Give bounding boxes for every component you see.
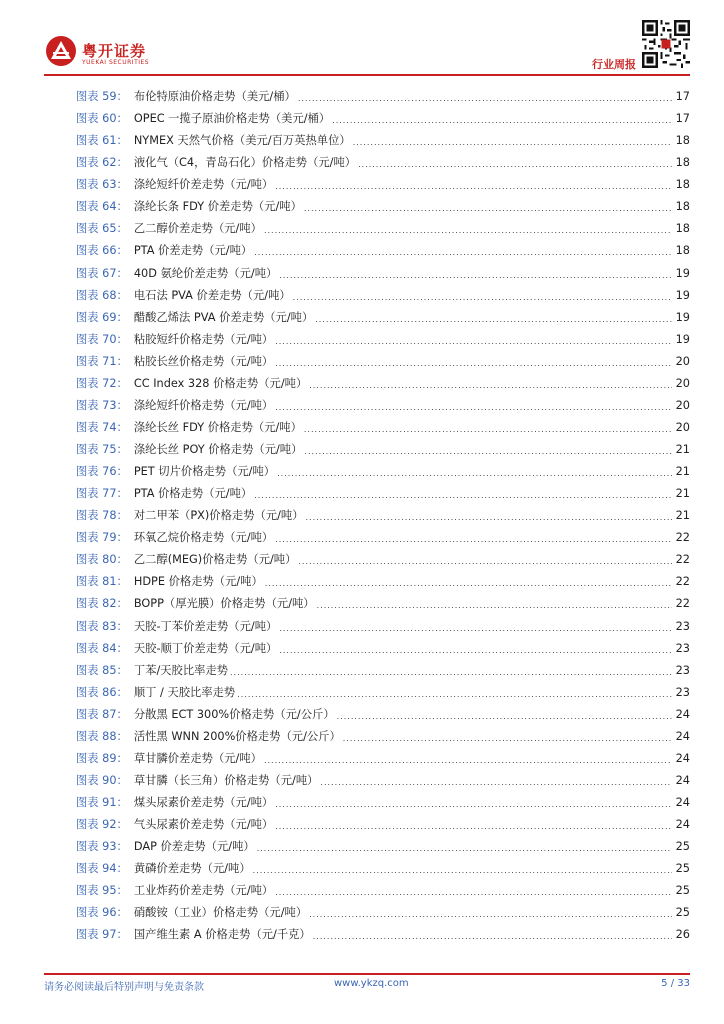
toc-entry-title[interactable]: 液化气（C4，青岛石化）价格走势（元/吨）: [133, 156, 357, 170]
toc-dot-leader: [275, 353, 672, 371]
toc-entry-label[interactable]: 图表 66：: [76, 244, 128, 258]
toc-entry[interactable]: [76, 351, 690, 373]
toc-entry-page-number[interactable]: 23: [675, 663, 690, 677]
toc-entry-page-number[interactable]: 23: [675, 641, 690, 655]
toc-entry[interactable]: [76, 505, 690, 527]
toc-dot-leader: [293, 287, 672, 305]
toc-entry-title[interactable]: OPEC 一揽子原油价格走势（美元/桶）: [133, 112, 331, 126]
toc-entry-title[interactable]: 环氧乙烷价格走势（元/吨）: [133, 531, 274, 545]
toc-entry-label[interactable]: 图表 87：: [76, 707, 128, 721]
toc-dot-leader: [275, 176, 672, 194]
toc-entry[interactable]: [76, 417, 690, 439]
toc-dot-leader: [298, 88, 672, 106]
toc-entry-label[interactable]: 图表 75：: [76, 443, 128, 457]
toc-entry-label[interactable]: 图表 78：: [76, 509, 128, 523]
toc-entry-title[interactable]: NYMEX 天然气价格（美元/百万英热单位）: [133, 134, 351, 148]
toc-entry[interactable]: [76, 858, 690, 880]
toc-entry-title[interactable]: PTA 价格走势（元/吨）: [133, 487, 253, 501]
toc-entry-title[interactable]: BOPP（厚光膜）价格走势（元/吨）: [133, 597, 315, 611]
toc-entry[interactable]: [76, 395, 690, 417]
toc-entry[interactable]: [76, 880, 690, 902]
toc-entry-title[interactable]: 粘胶长丝价格走势（元/吨）: [133, 354, 274, 368]
toc-entry-page-number[interactable]: 21: [675, 509, 690, 523]
toc-entry-title[interactable]: 黄磷价差走势（元/吨）: [133, 862, 251, 876]
toc-entry[interactable]: [76, 108, 690, 130]
toc-dot-leader: [275, 882, 672, 900]
toc-entry-label[interactable]: 图表 74：: [76, 420, 128, 434]
toc-entry[interactable]: [76, 373, 690, 395]
toc-dot-leader: [298, 551, 672, 569]
toc-entry-title[interactable]: 天胶-丁苯价差走势（元/吨）: [133, 619, 278, 633]
toc-dot-leader: [230, 662, 672, 680]
toc-entry-label[interactable]: 图表 91：: [76, 796, 128, 810]
toc-dot-leader: [332, 110, 672, 128]
toc-entry[interactable]: [76, 240, 690, 262]
toc-dot-leader: [306, 507, 673, 525]
toc-entry-title[interactable]: 硝酸铵（工业）价格走势（元/吨）: [133, 906, 308, 920]
toc-entry[interactable]: [76, 285, 690, 307]
toc-dot-leader: [275, 397, 672, 415]
toc-entry-page-number[interactable]: 21: [675, 487, 690, 501]
toc-dot-leader: [313, 926, 672, 944]
toc-entry-title[interactable]: 涤纶短纤价格走势（元/吨）: [133, 398, 274, 412]
toc-entry-label[interactable]: 图表 70：: [76, 332, 128, 346]
toc-entry-label[interactable]: 图表 62：: [76, 156, 128, 170]
toc-entry-page-number[interactable]: 19: [675, 266, 690, 280]
toc-entry-label[interactable]: 图表 68：: [76, 288, 128, 302]
footer-website-link[interactable]: www.ykzq.com: [334, 978, 409, 989]
toc-dot-leader: [279, 265, 672, 283]
toc-entry-page-number[interactable]: 22: [675, 575, 690, 589]
toc-entry-page-number[interactable]: 26: [675, 928, 690, 942]
footer-disclaimer: 请务必阅读最后特别声明与免责条款: [44, 982, 204, 993]
toc-entry-page-number[interactable]: 22: [675, 597, 690, 611]
toc-dot-leader: [320, 772, 672, 790]
toc-entry[interactable]: [76, 902, 690, 924]
toc-dot-leader: [315, 309, 672, 327]
toc-entry-label[interactable]: 图表 89：: [76, 751, 128, 765]
toc-entry-page-number[interactable]: 21: [675, 443, 690, 457]
logo-text-cn: 粤开证券: [82, 42, 147, 60]
toc-entry[interactable]: [76, 329, 690, 351]
toc-dot-leader: [337, 706, 672, 724]
company-logo: [44, 34, 164, 74]
toc-entry[interactable]: [76, 152, 690, 174]
toc-entry-label[interactable]: 图表 79：: [76, 531, 128, 545]
toc-entry-page-number[interactable]: 20: [675, 354, 690, 368]
toc-entry[interactable]: [76, 549, 690, 571]
toc-entry-label[interactable]: 图表 93：: [76, 840, 128, 854]
toc-dot-leader: [257, 838, 672, 856]
toc-entry-label[interactable]: 图表 67：: [76, 266, 128, 280]
toc-entry-title[interactable]: 顺丁 / 天胶比率走势: [133, 685, 236, 699]
toc-entry-title[interactable]: 乙二醇价差走势（元/吨）: [133, 222, 262, 236]
toc-dot-leader: [275, 331, 672, 349]
toc-entry-page-number[interactable]: 18: [675, 156, 690, 170]
toc-entry-label[interactable]: 图表 81：: [76, 575, 128, 589]
toc-dot-leader: [309, 904, 672, 922]
toc-entry[interactable]: [76, 748, 690, 770]
toc-entry[interactable]: [76, 461, 690, 483]
toc-entry[interactable]: [76, 263, 690, 285]
toc-entry-label[interactable]: 图表 60：: [76, 112, 128, 126]
logo-text-en: YUEKAI SECURITIES: [82, 59, 150, 66]
toc-entry-page-number[interactable]: 25: [675, 840, 690, 854]
toc-dot-leader: [275, 816, 672, 834]
toc-dot-leader: [358, 154, 672, 172]
toc-entry-page-number[interactable]: 17: [675, 90, 690, 104]
toc-entry-label[interactable]: 图表 73：: [76, 398, 128, 412]
toc-entry-page-number[interactable]: 18: [675, 134, 690, 148]
toc-entry[interactable]: [76, 726, 690, 748]
toc-entry-label[interactable]: 图表 59：: [76, 90, 128, 104]
toc-dot-leader: [279, 640, 672, 658]
toc-entry-title[interactable]: 醋酸乙烯法 PVA 价差走势（元/吨）: [133, 310, 314, 324]
toc-entry[interactable]: [76, 836, 690, 858]
toc-entry-page-number[interactable]: 20: [675, 398, 690, 412]
toc-entry-title[interactable]: PTA 价差走势（元/吨）: [133, 244, 253, 258]
toc-dot-leader: [304, 419, 672, 437]
toc-entry-page-number[interactable]: 24: [675, 707, 690, 721]
toc-entry[interactable]: [76, 571, 690, 593]
toc-entry[interactable]: [76, 593, 690, 615]
toc-entry-label[interactable]: 图表 83：: [76, 619, 128, 633]
toc-entry-page-number[interactable]: 23: [675, 619, 690, 633]
toc-entry-label[interactable]: 图表 86：: [76, 685, 128, 699]
toc-entry-page-number[interactable]: 24: [675, 796, 690, 810]
toc-entry-label[interactable]: 图表 80：: [76, 553, 128, 567]
toc-entry-title[interactable]: 煤头尿素价差走势（元/吨）: [133, 796, 274, 810]
toc-dot-leader: [254, 242, 672, 260]
toc-entry-title[interactable]: 丁苯/天胶比率走势: [133, 663, 229, 677]
toc-entry[interactable]: [76, 792, 690, 814]
toc-entry-page-number[interactable]: 23: [675, 685, 690, 699]
toc-dot-leader: [317, 595, 672, 613]
toc-dot-leader: [343, 728, 672, 746]
toc-dot-leader: [264, 750, 672, 768]
toc-dot-leader: [253, 860, 672, 878]
toc-entry-page-number[interactable]: 19: [675, 332, 690, 346]
toc-entry-label[interactable]: 图表 85：: [76, 663, 128, 677]
toc-entry[interactable]: [76, 86, 690, 108]
toc-entry-label[interactable]: 图表 65：: [76, 222, 128, 236]
toc-entry-page-number[interactable]: 25: [675, 862, 690, 876]
toc-entry-title[interactable]: 草甘膦（长三角）价格走势（元/吨）: [133, 773, 319, 787]
toc-entry-label[interactable]: 图表 63：: [76, 178, 128, 192]
toc-dot-leader: [275, 529, 672, 547]
toc-entry[interactable]: [76, 218, 690, 240]
toc-entry[interactable]: [76, 307, 690, 329]
toc-entry-page-number[interactable]: 25: [675, 906, 690, 920]
toc-entry[interactable]: [76, 682, 690, 704]
toc-entry-label[interactable]: 图表 95：: [76, 884, 128, 898]
toc-entry-title[interactable]: 国产维生素 A 价格走势（元/千克）: [133, 928, 311, 942]
toc-entry-page-number[interactable]: 22: [675, 531, 690, 545]
toc-entry-title[interactable]: 活性黑 WNN 200%价格走势（元/公斤）: [133, 729, 341, 743]
toc-entry[interactable]: [76, 616, 690, 638]
toc-entry[interactable]: [76, 130, 690, 152]
toc-dot-leader: [275, 794, 672, 812]
toc-entry-title[interactable]: 粘胶短纤价格走势（元/吨）: [133, 332, 274, 346]
toc-entry-page-number[interactable]: 20: [675, 376, 690, 390]
toc-entry[interactable]: [76, 196, 690, 218]
toc-entry-label[interactable]: 图表 84：: [76, 641, 128, 655]
toc-entry-title[interactable]: 涤纶短纤价差走势（元/吨）: [133, 178, 274, 192]
toc-dot-leader: [279, 618, 672, 636]
toc-dot-leader: [304, 441, 672, 459]
page-footer: [44, 978, 690, 994]
figure-list: [76, 86, 690, 946]
toc-entry-title[interactable]: 天胶-顺丁价差走势（元/吨）: [133, 641, 278, 655]
toc-entry-title[interactable]: 电石法 PVA 价差走势（元/吨）: [133, 288, 291, 302]
toc-dot-leader: [254, 485, 672, 503]
toc-dot-leader: [264, 220, 672, 238]
qr-code-icon: [642, 20, 690, 68]
toc-entry-page-number[interactable]: 21: [675, 465, 690, 479]
toc-entry-label[interactable]: 图表 77：: [76, 487, 128, 501]
toc-entry-label[interactable]: 图表 96：: [76, 906, 128, 920]
report-type-label: 行业周报: [592, 58, 636, 71]
toc-entry-label[interactable]: 图表 82：: [76, 597, 128, 611]
toc-entry-label[interactable]: 图表 97：: [76, 928, 128, 942]
toc-dot-leader: [353, 132, 672, 150]
toc-dot-leader: [265, 573, 672, 591]
toc-entry-title[interactable]: 对二甲苯（PX)价格走势（元/吨）: [133, 509, 304, 523]
toc-entry-title[interactable]: 涤纶长丝 POY 价格走势（元/吨）: [133, 443, 303, 457]
toc-entry-label[interactable]: 图表 71：: [76, 354, 128, 368]
toc-dot-leader: [304, 198, 672, 216]
toc-entry-page-number[interactable]: 18: [675, 178, 690, 192]
toc-entry[interactable]: [76, 924, 690, 946]
toc-entry-label[interactable]: 图表 61：: [76, 134, 128, 148]
toc-entry-title[interactable]: 分散黑 ECT 300%价格走势（元/公斤）: [133, 707, 335, 721]
toc-entry-page-number[interactable]: 19: [675, 310, 690, 324]
toc-entry-title[interactable]: 乙二醇(MEG)价格走势（元/吨）: [133, 553, 297, 567]
header-divider: [44, 74, 690, 76]
toc-entry-title[interactable]: 涤纶长丝 FDY 价格走势（元/吨）: [133, 420, 302, 434]
toc-entry[interactable]: [76, 660, 690, 682]
toc-dot-leader: [309, 375, 672, 393]
toc-entry[interactable]: [76, 638, 690, 660]
toc-entry-title[interactable]: DAP 价差走势（元/吨）: [133, 840, 255, 854]
toc-entry[interactable]: [76, 174, 690, 196]
toc-entry[interactable]: [76, 483, 690, 505]
toc-entry-title[interactable]: 涤纶长条 FDY 价差走势（元/吨）: [133, 200, 302, 214]
toc-entry-page-number[interactable]: 18: [675, 222, 690, 236]
toc-entry-title[interactable]: 气头尿素价差走势（元/吨）: [133, 818, 274, 832]
toc-entry-page-number[interactable]: 17: [675, 112, 690, 126]
toc-entry-page-number[interactable]: 18: [675, 244, 690, 258]
toc-entry-page-number[interactable]: 24: [675, 818, 690, 832]
toc-entry-label[interactable]: 图表 92：: [76, 818, 128, 832]
toc-dot-leader: [237, 684, 672, 702]
toc-entry-label[interactable]: 图表 90：: [76, 773, 128, 787]
toc-entry-title[interactable]: 40D 氨纶价差走势（元/吨）: [133, 266, 278, 280]
toc-entry-label[interactable]: 图表 94：: [76, 862, 128, 876]
toc-entry[interactable]: [76, 439, 690, 461]
toc-entry-title[interactable]: 布伦特原油价格走势（美元/桶）: [133, 90, 296, 104]
toc-entry-page-number[interactable]: 20: [675, 420, 690, 434]
footer-divider: [44, 973, 690, 975]
toc-entry-page-number[interactable]: 24: [675, 773, 690, 787]
toc-dot-leader: [277, 463, 672, 481]
toc-entry-label[interactable]: 图表 88：: [76, 729, 128, 743]
toc-entry-page-number[interactable]: 24: [675, 751, 690, 765]
toc-entry-title[interactable]: 工业炸药价差走势（元/吨）: [133, 884, 274, 898]
toc-entry-label[interactable]: 图表 72：: [76, 376, 128, 390]
toc-entry-page-number[interactable]: 18: [675, 200, 690, 214]
toc-entry-label[interactable]: 图表 76：: [76, 465, 128, 479]
page-header: [0, 0, 724, 80]
toc-entry-page-number[interactable]: 24: [675, 729, 690, 743]
toc-entry-page-number[interactable]: 22: [675, 553, 690, 567]
toc-entry[interactable]: [76, 770, 690, 792]
toc-entry[interactable]: [76, 704, 690, 726]
toc-entry[interactable]: [76, 527, 690, 549]
toc-entry-title[interactable]: 草甘膦价差走势（元/吨）: [133, 751, 262, 765]
toc-entry-title[interactable]: HDPE 价格走势（元/吨）: [133, 575, 263, 589]
toc-entry-label[interactable]: 图表 69：: [76, 310, 128, 324]
toc-entry-page-number[interactable]: 25: [675, 884, 690, 898]
toc-entry-title[interactable]: CC Index 328 价格走势（元/吨）: [133, 376, 308, 390]
toc-entry-page-number[interactable]: 19: [675, 288, 690, 302]
toc-entry-title[interactable]: PET 切片价格走势（元/吨）: [133, 465, 276, 479]
toc-entry-label[interactable]: 图表 64：: [76, 200, 128, 214]
toc-entry[interactable]: [76, 814, 690, 836]
logo-mark-icon: [44, 34, 78, 68]
page-number: 5 / 33: [661, 978, 690, 989]
